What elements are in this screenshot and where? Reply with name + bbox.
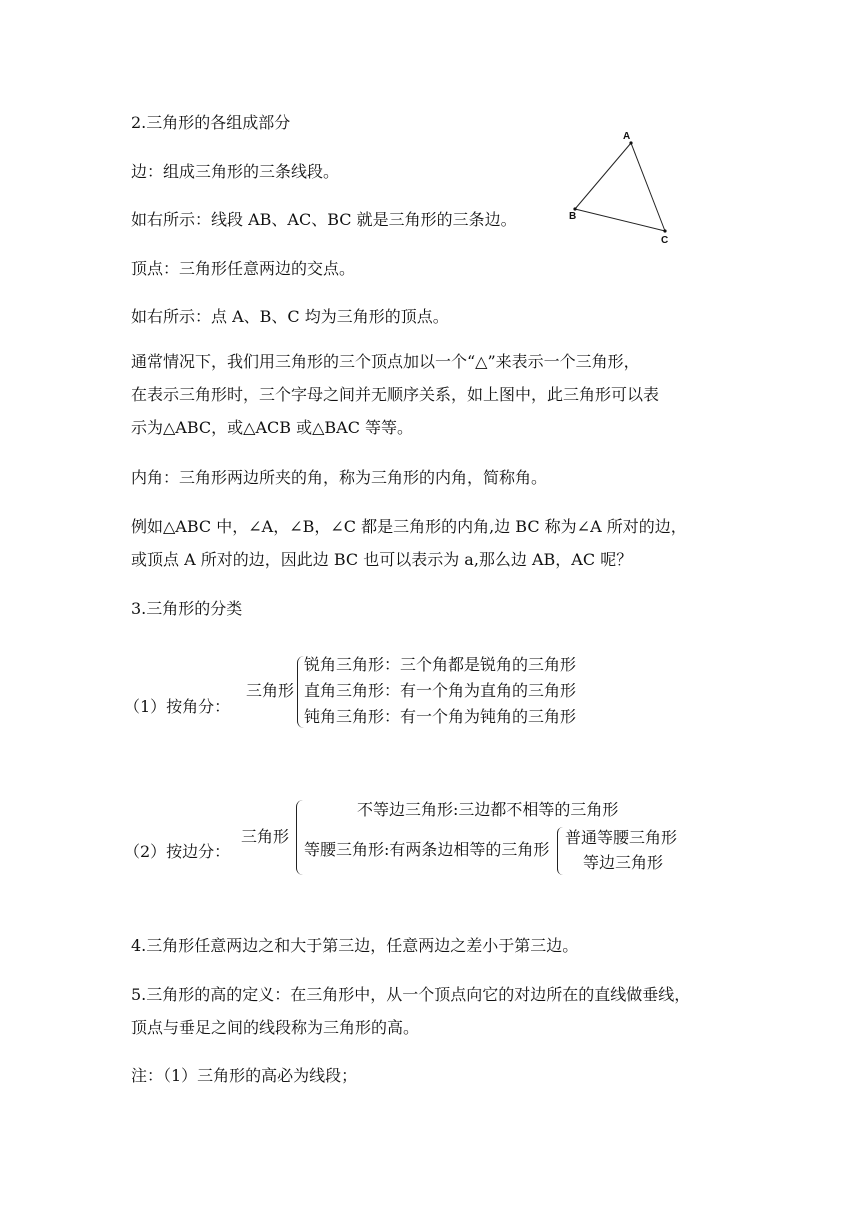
- section-5-line-2: 顶点与垂足之间的线段称为三角形的高。: [131, 1018, 420, 1037]
- notation-line-2: 在表示三角形时，三个字母之间并无顺序关系，如上图中，此三角形可以表: [131, 385, 660, 404]
- section-3-title: 3.三角形的分类: [131, 599, 243, 618]
- obtuse-triangle: 钝角三角形：有一个角为钝角的三角形: [304, 707, 577, 726]
- vertex-label-c: C: [661, 235, 669, 246]
- vertex-example: 如右所示：点 A、B、C 均为三角形的顶点。: [131, 307, 449, 326]
- edge-definition: 边：组成三角形的三条线段。: [131, 162, 340, 181]
- by-angle-root: 三角形: [246, 681, 295, 700]
- section-4: 4.三角形任意两边之和大于第三边，任意两边之差小于第三边。: [131, 936, 579, 955]
- by-angle-label: （1）按角分：: [124, 697, 231, 716]
- angle-definition: 内角：三角形两边所夹的角，称为三角形的内角，简称角。: [131, 468, 548, 487]
- angle-example-line-1: 例如△ABC 中，∠A，∠B，∠C 都是三角形的内角,边 BC 称为∠A 所对的边，: [131, 517, 687, 536]
- isosceles-brace: [557, 827, 563, 875]
- notation-line-3: 示为△ABC，或△ACB 或△BAC 等等。: [131, 418, 414, 437]
- by-side-brace: [296, 800, 303, 875]
- vertex-label-b: B: [569, 211, 577, 222]
- notation-line-1: 通常情况下，我们用三角形的三个顶点加以一个“△”来表示一个三角形，: [131, 352, 640, 371]
- equilateral-triangle: 等边三角形: [583, 853, 664, 872]
- note-1: 注：（1）三角形的高必为线段；: [131, 1066, 358, 1085]
- isosceles-triangle: 等腰三角形:有两条边相等的三角形: [304, 840, 550, 859]
- edge-example: 如右所示：线段 AB、AC、BC 就是三角形的三条边。: [131, 210, 517, 229]
- acute-triangle: 锐角三角形：三个角都是锐角的三角形: [304, 655, 577, 674]
- by-angle-brace: [297, 656, 304, 728]
- vertex-definition: 顶点：三角形任意两边的交点。: [131, 259, 356, 278]
- by-side-root: 三角形: [241, 827, 290, 846]
- angle-example-line-2: 或顶点 A 所对的边，因此边 BC 也可以表示为 a,那么边 AB，AC 呢？: [131, 550, 633, 569]
- ordinary-isosceles-triangle: 普通等腰三角形: [565, 828, 678, 847]
- scalene-triangle: 不等边三角形:三边都不相等的三角形: [357, 800, 619, 819]
- section-2-title: 2.三角形的各组成部分: [131, 113, 291, 132]
- by-side-label: （2）按边分：: [124, 842, 231, 861]
- right-triangle: 直角三角形：有一个角为直角的三角形: [304, 681, 577, 700]
- vertex-label-a: A: [623, 131, 631, 142]
- section-5-line-1: 5.三角形的高的定义：在三角形中，从一个顶点向它的对边所在的直线做垂线，: [131, 985, 691, 1004]
- triangle-figure: [560, 125, 690, 250]
